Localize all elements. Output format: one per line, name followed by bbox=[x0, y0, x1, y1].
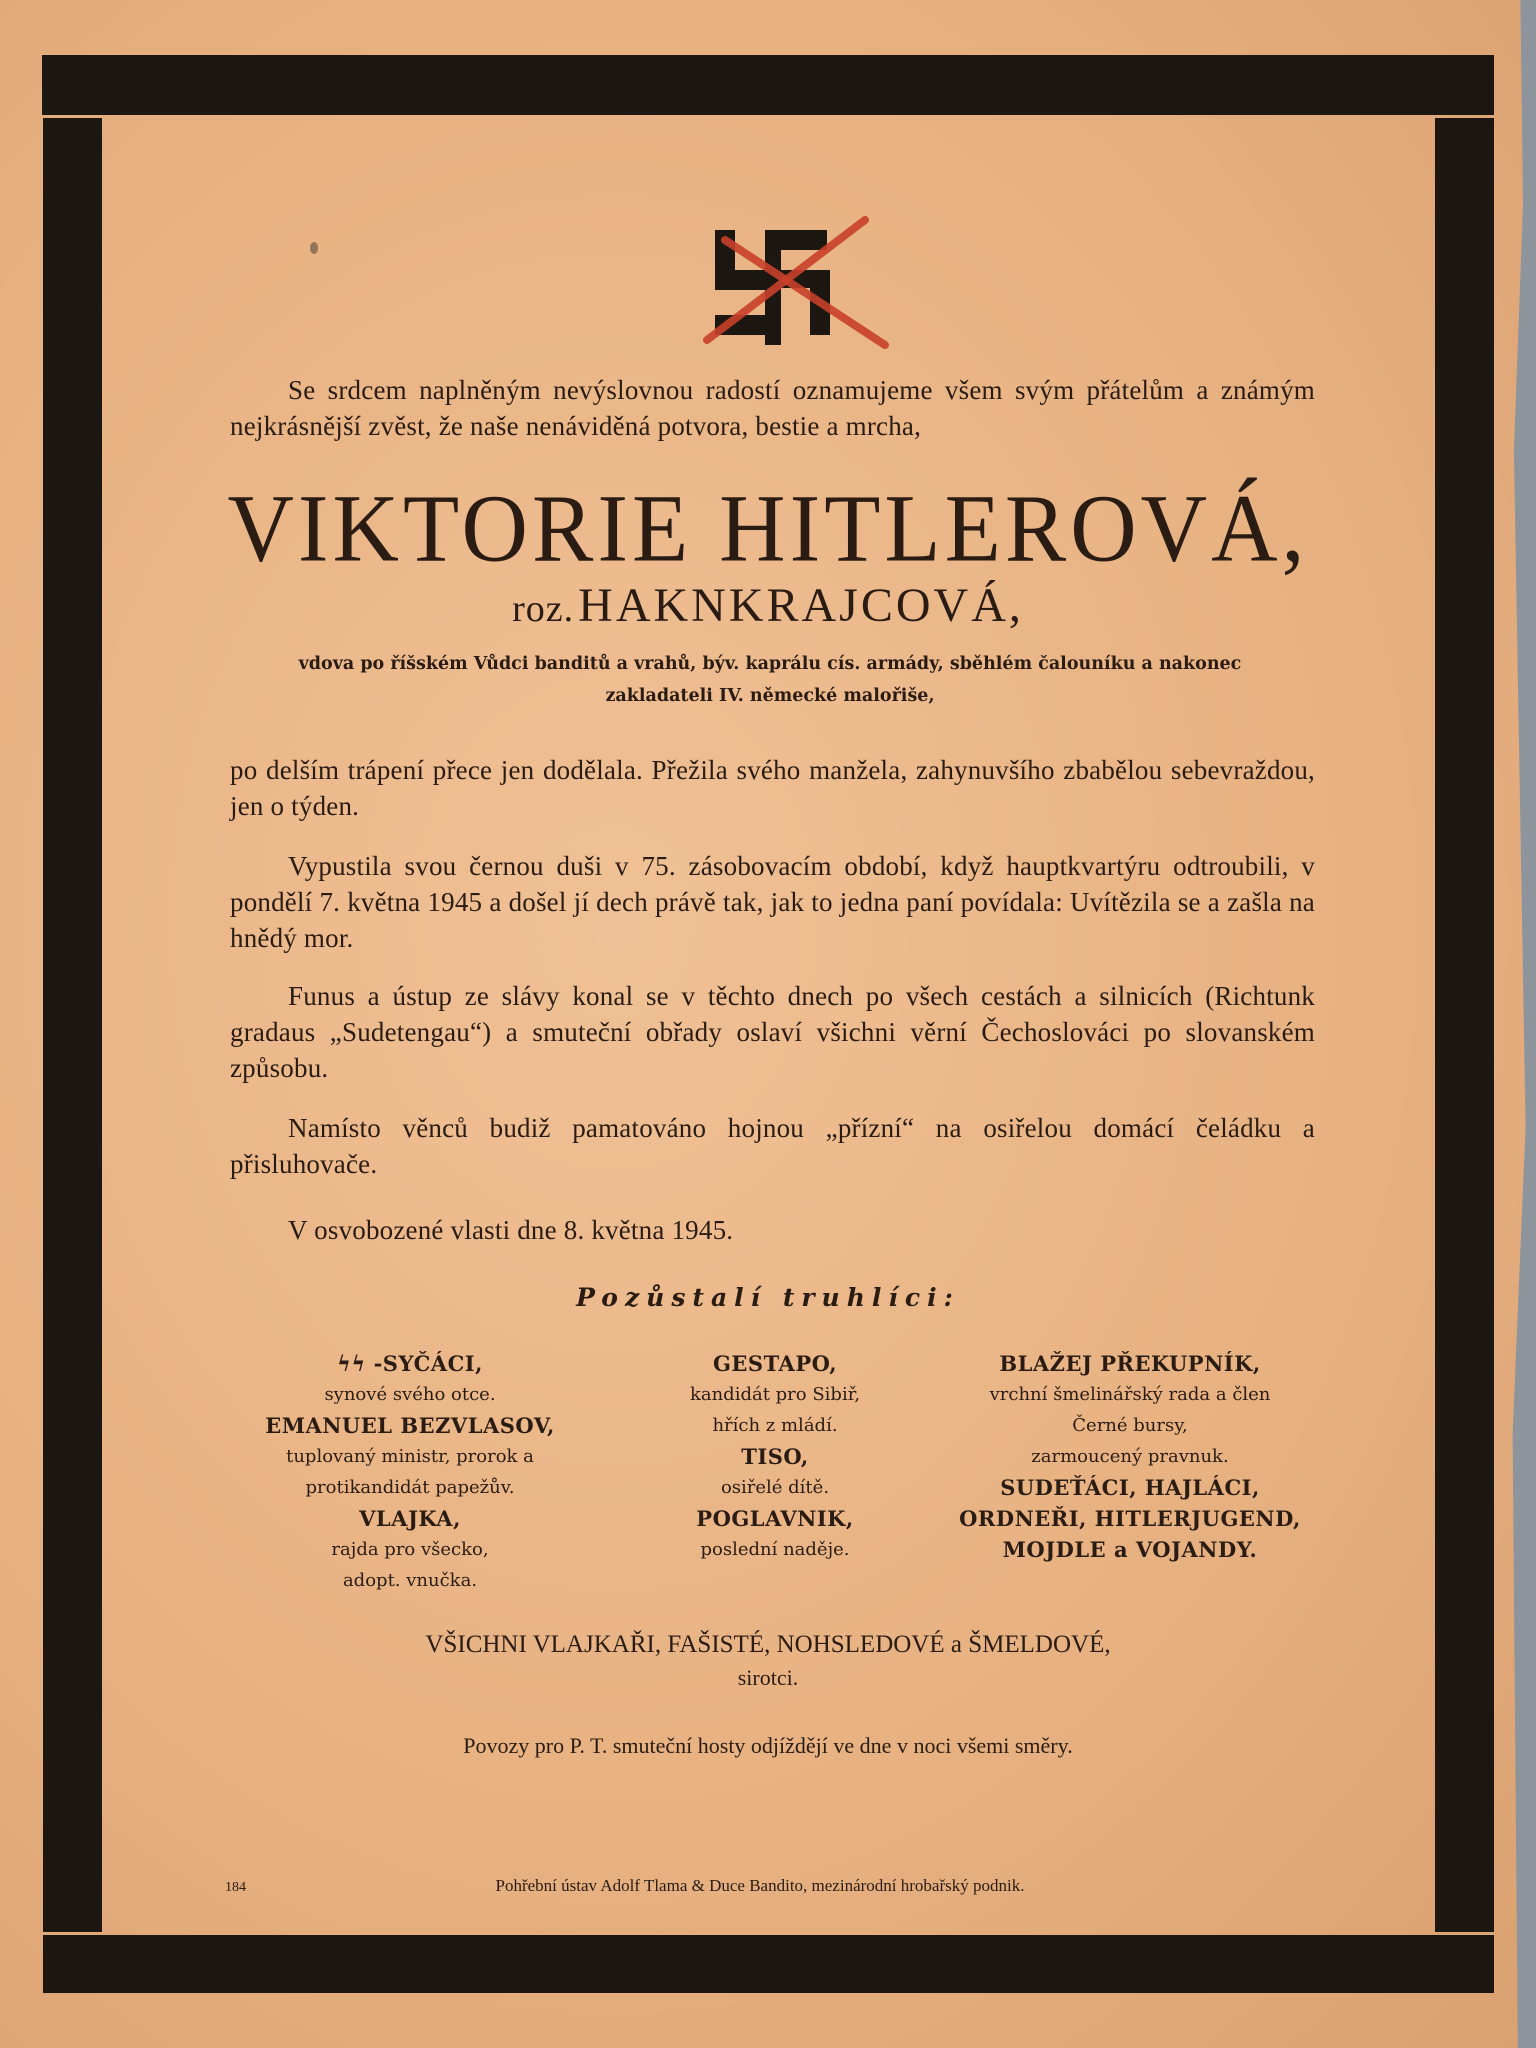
mourners-column-3 bbox=[935, 1348, 1325, 1565]
mourner-desc: synové svého otce. bbox=[324, 1384, 496, 1405]
mourner-desc: adopt. vnučka. bbox=[342, 1570, 478, 1591]
widow-description bbox=[220, 648, 1320, 712]
orphans-line: sirotci. bbox=[737, 1665, 799, 1690]
mourners-column-1 bbox=[220, 1348, 600, 1596]
widow-line-2: zakladateli IV. německé malořiše, bbox=[605, 686, 935, 706]
maiden-name-line bbox=[0, 578, 1536, 645]
mourner-name: SUDEŤÁCI, HAJLÁCI, bbox=[1000, 1475, 1260, 1500]
paragraph-wreaths: Namísto věnců budiž pamatováno hojnou „přízní“ na osiřelou domácí čeládku a přisluhovače. bbox=[230, 1113, 1315, 1179]
carriages-line: Povozy pro P. T. smuteční hosty odjíždějí ve dne v noci všemi směry. bbox=[463, 1733, 1073, 1758]
mourners-heading: Pozůstalí truhlíci: bbox=[576, 1283, 960, 1312]
mourner-name: BLAŽEJ PŘEKUPNÍK, bbox=[999, 1351, 1261, 1376]
mourner-desc: osiřelé dítě. bbox=[720, 1477, 830, 1498]
paragraph-soul: Vypustila svou černou duši v 75. zásobovacím období, když hauptkvartýru odtroubili, v pondělí 7. května 1945 a došel jí dech právě tak, jak to jedna paní povídala: Uvítězila se a zašla na hnědý mor. bbox=[230, 851, 1315, 953]
mourner-desc: zarmoucený pravnuk. bbox=[1031, 1446, 1229, 1467]
mourner-desc: vrchní šmelinářský rada a člen bbox=[989, 1384, 1271, 1405]
mourning-border-top bbox=[42, 55, 1494, 115]
crossed-out-swastika-icon bbox=[695, 210, 895, 350]
mourner-name: ORDNEŘI, HITLERJUGEND, bbox=[959, 1506, 1301, 1531]
mourner-desc: protikandidát papežův. bbox=[305, 1477, 515, 1498]
mourner-name: POGLAVNIK, bbox=[696, 1506, 854, 1531]
mourner-desc: Černé bursy, bbox=[1072, 1415, 1188, 1436]
mourning-border-bottom bbox=[43, 1935, 1494, 1993]
mourner-name: VLAJKA, bbox=[359, 1506, 461, 1531]
mourner-desc: tuplovaný ministr, prorok a bbox=[286, 1446, 534, 1467]
mourners-column-2 bbox=[590, 1348, 960, 1565]
mourner-name: GESTAPO, bbox=[712, 1351, 838, 1376]
mourner-desc: rajda pro všecko, bbox=[331, 1539, 489, 1560]
print-number: 184 bbox=[225, 1880, 246, 1895]
mourner-desc: poslední naděje. bbox=[700, 1539, 850, 1560]
date-place-line: V osvobozené vlasti dne 8. května 1945. bbox=[288, 1215, 734, 1245]
widow-line-1: vdova po říšském Vůdci banditů a vrahů, býv. kaprálu cís. armády, sběhlém čalouníku a nakonec bbox=[298, 654, 1242, 674]
intro-paragraph: Se srdcem naplněným nevýslovnou radostí oznamujeme všem svým přátelům a známým nejkrásnější zvěst, že naše nenáviděná potvora, bestie a mrcha, bbox=[230, 375, 1315, 441]
mourner-desc: hřích z mládí. bbox=[712, 1415, 838, 1436]
mourner-name: TISO, bbox=[741, 1444, 809, 1469]
paragraph-funeral: Funus a ústup ze slávy konal se v těchto dnech po všech cestách a silnicích (Richtunk gradaus „Sudetengau“) a smuteční obřady oslaví všichni věrní Čechoslováci po slovanském způsobu. bbox=[230, 981, 1315, 1083]
maiden-name: HAKNKRAJCOVÁ, bbox=[578, 579, 1024, 632]
mourner-desc: kandidát pro Sibiř, bbox=[689, 1384, 861, 1405]
paper-spot bbox=[310, 242, 318, 254]
maiden-prefix: roz. bbox=[512, 588, 575, 630]
deceased-name: VIKTORIE HITLEROVÁ, bbox=[227, 474, 1309, 582]
mourner-name: ϟϟ -SYČÁCI, bbox=[337, 1351, 483, 1376]
funeral-home-footer: Pohřební ústav Adolf Tlama & Duce Bandito, mezinárodní hrobařský podnik. bbox=[495, 1876, 1025, 1895]
all-collaborators-line: VŠICHNI VLAJKAŘI, FAŠISTÉ, NOHSLEDOVÉ a ŠMELDOVÉ, bbox=[425, 1631, 1111, 1658]
paragraph-death: po delším trápení přece jen dodělala. Přežila svého manžela, zahynuvšího zbabělou sebevraždou, jen o týden. bbox=[230, 755, 1315, 821]
mourner-name: MOJDLE a VOJANDY. bbox=[1002, 1537, 1258, 1562]
mourner-name: EMANUEL BEZVLASOV, bbox=[265, 1413, 555, 1438]
